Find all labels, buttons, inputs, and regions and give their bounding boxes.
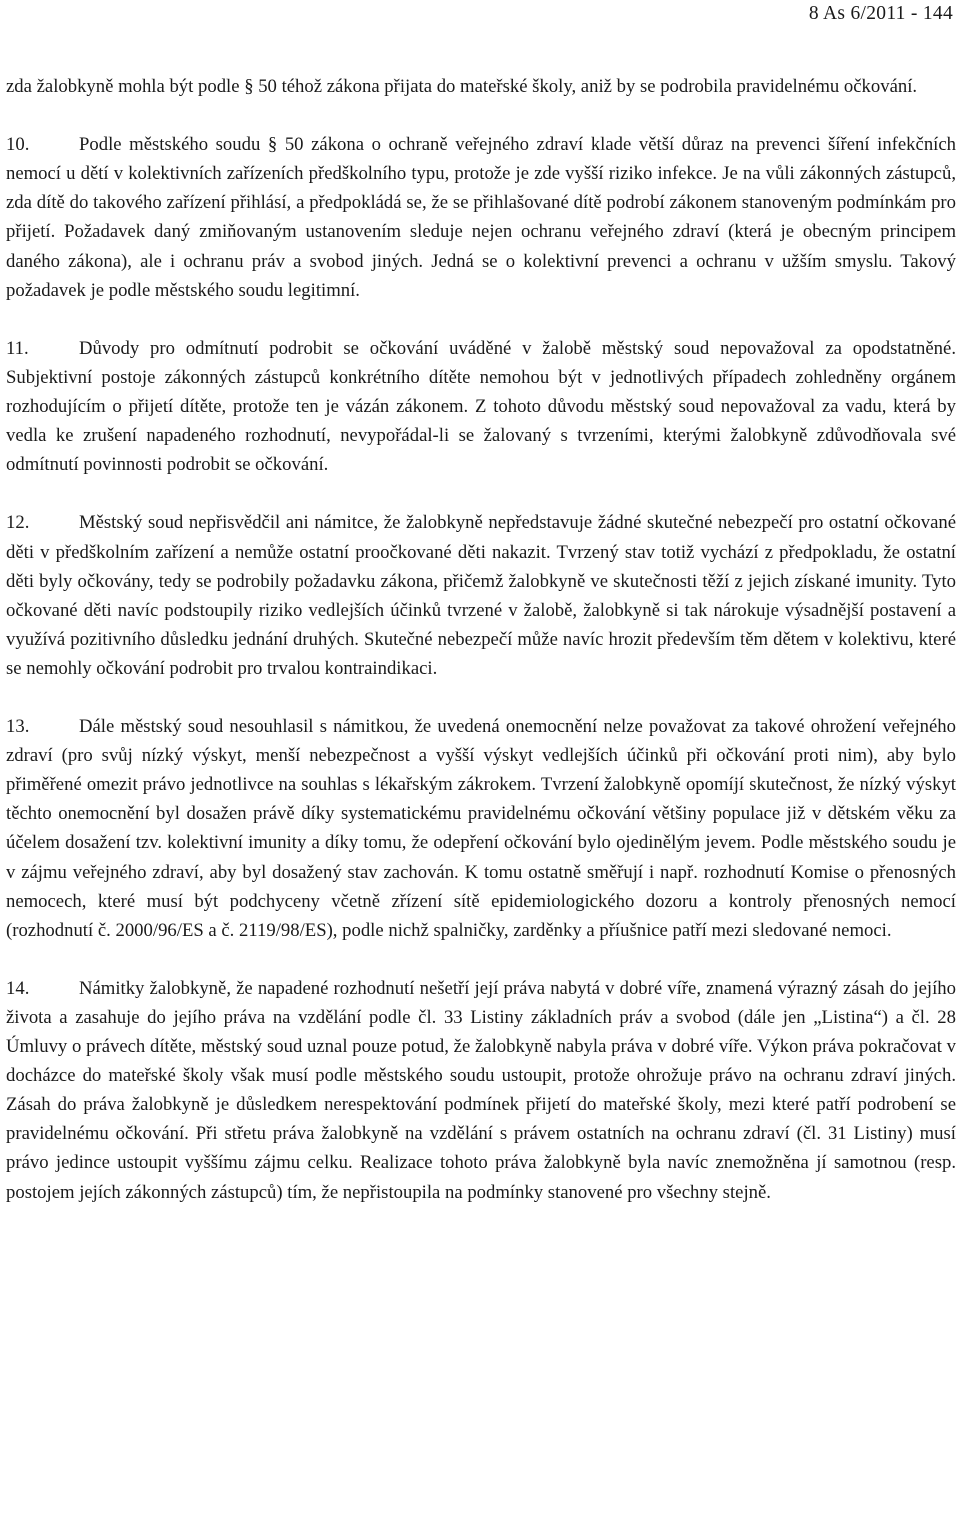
paragraph-number: 11.	[6, 337, 29, 359]
paragraph-text: Městský soud nepřisvědčil ani námitce, že žalobkyně nepředstavuje žádné skutečné nebezpečí pro ostatní očkované děti v předškolním zařízení a nemůže ostatní proočkované děti nakazit. Tvrzený stav totiž vychází z předpokladu, že ostatní děti byly očkovány, tedy se podrobily požadavku zákona, přičemž žalobkyně ve skutečnosti těží z jejich získané imunity. Tyto očkované děti navíc podstoupily riziko vedlejších účinků tvrzené v žalobě, žalobkyně si tak nárokuje výsadnější postavení a využívá pozitivního důsledku jednání druhých. Skutečné nebezpečí může navíc hrozit především těm dětem v kolektivu, které se nemohly očkování podrobit pro trvalou kontraindikaci.	[6, 512, 956, 679]
paragraph-text: Důvody pro odmítnutí podrobit se očkování uváděné v žalobě městský soud nepovažoval za opodstatněné. Subjektivní postoje zákonných zástupců konkrétního dítěte nemohou být v jednotlivých případech zohledněny orgánem rozhodujícím o přijetí dítěte, protože ten je vázán zákonem. Z tohoto důvodu městský soud nepovažoval za vadu, která by vedla ke zrušení napadeného rozhodnutí, nevypořádal-li se žalovaný s tvrzeními, kterými žalobkyně zdůvodňovala své odmítnutí povinnosti podrobit se očkování.	[6, 337, 956, 476]
paragraph-number: 10.	[6, 134, 30, 156]
paragraph-14	[6, 974, 956, 1207]
paragraph-number: 13.	[6, 716, 30, 738]
paragraph-number: 14.	[6, 977, 30, 999]
paragraph-continuation	[6, 72, 956, 101]
paragraph-13	[6, 712, 956, 945]
case-number-header: 8 As 6/2011 - 144	[808, 3, 953, 24]
paragraph-text: Námitky žalobkyně, že napadené rozhodnutí nešetří její práva nabytá v dobré víře, znamená výrazný zásah do jejího života a zasahuje do jejího práva na vzdělání podle čl. 33 Listiny základních práv a svobod (dále jen „Listina“) a čl. 28 Úmluvy o právech dítěte, městský soud uznal pouze potud, že žalobkyně nabyla práva v dobré víře. Výkon práva pokračovat v docházce do mateřské školy však musí podle městského soudu ustoupit, protože ohrožuje právo na ochranu zdraví jiných. Zásah do práva žalobkyně je důsledkem nerespektování podmínek přijetí do mateřské školy, mezi které patří podrobení se pravidelnému očkování. Při střetu práva žalobkyně na vzdělání s právem ostatních na ochranu zdraví (čl. 31 Listiny) musí právo jedince ustoupit vyššímu zájmu celku. Realizace tohoto práva žalobkyně byla navíc znemožněna jí samotnou (resp. postojem jejích zákonných zástupců) tím, že nepřistoupila na podmínky stanovené pro všechny stejně.	[6, 977, 956, 1203]
paragraph-number: 12.	[6, 512, 30, 534]
paragraph-10	[6, 130, 956, 305]
paragraph-text: Dále městský soud nesouhlasil s námitkou, že uvedená onemocnění nelze považovat za takové ohrožení veřejného zdraví (pro svůj nízký výskyt, menší nebezpečnost a vyšší výskyt vedlejších účinků při očkování proti nim), aby bylo přiměřené omezit právo jednotlivce na souhlas s lékařským zákrokem. Tvrzení žalobkyně opomíjí skutečnost, že nízký výskyt těchto onemocnění byl dosažen právě díky systematickému pravidelnému očkování většiny populace již v dětském věku za účelem dosažení tzv. kolektivní imunity a díky tomu, že odepření očkování bylo ojedinělým jevem. Podle městského soudu je v zájmu veřejného zdraví, aby byl dosažený stav zachován. K tomu ostatně směřují i např. rozhodnutí Komise o přenosných nemocech, které musí být podchyceny včetně zřízení sítě epidemiologického dozoru a kontroly přenosných nemocí (rozhodnutí č. 2000/96/ES a č. 2119/98/ES), podle nichž spalničky, zarděnky a příušnice patří mezi sledované nemoci.	[6, 716, 956, 941]
paragraph-text: Podle městského soudu § 50 zákona o ochraně veřejného zdraví klade větší důraz na prevenci šíření infekčních nemocí u dětí v kolektivních zařízeních předškolního typu, protože je zde vyšší riziko infekce. Je na vůli zákonných zástupců, zda dítě do takového zařízení přihlásí, a předpokládá se, že se přihlašované dítě podrobí zákonem stanoveným podmínkám pro přijetí. Požadavek daný zmiňovaným ustanovením sleduje nejen ochranu veřejného zdraví (která je obecným principem daného zákona), ale i ochranu práv a svobod jiných. Jedná se o kolektivní prevenci a ochranu v užším smyslu. Takový požadavek je podle městského soudu legitimní.	[6, 134, 956, 301]
paragraph-text: zda žalobkyně mohla být podle § 50 téhož zákona přijata do mateřské školy, aniž by se podrobila pravidelnému očkování.	[6, 76, 918, 97]
paragraph-11	[6, 334, 956, 479]
paragraph-12	[6, 508, 956, 683]
document-body	[6, 72, 956, 1236]
